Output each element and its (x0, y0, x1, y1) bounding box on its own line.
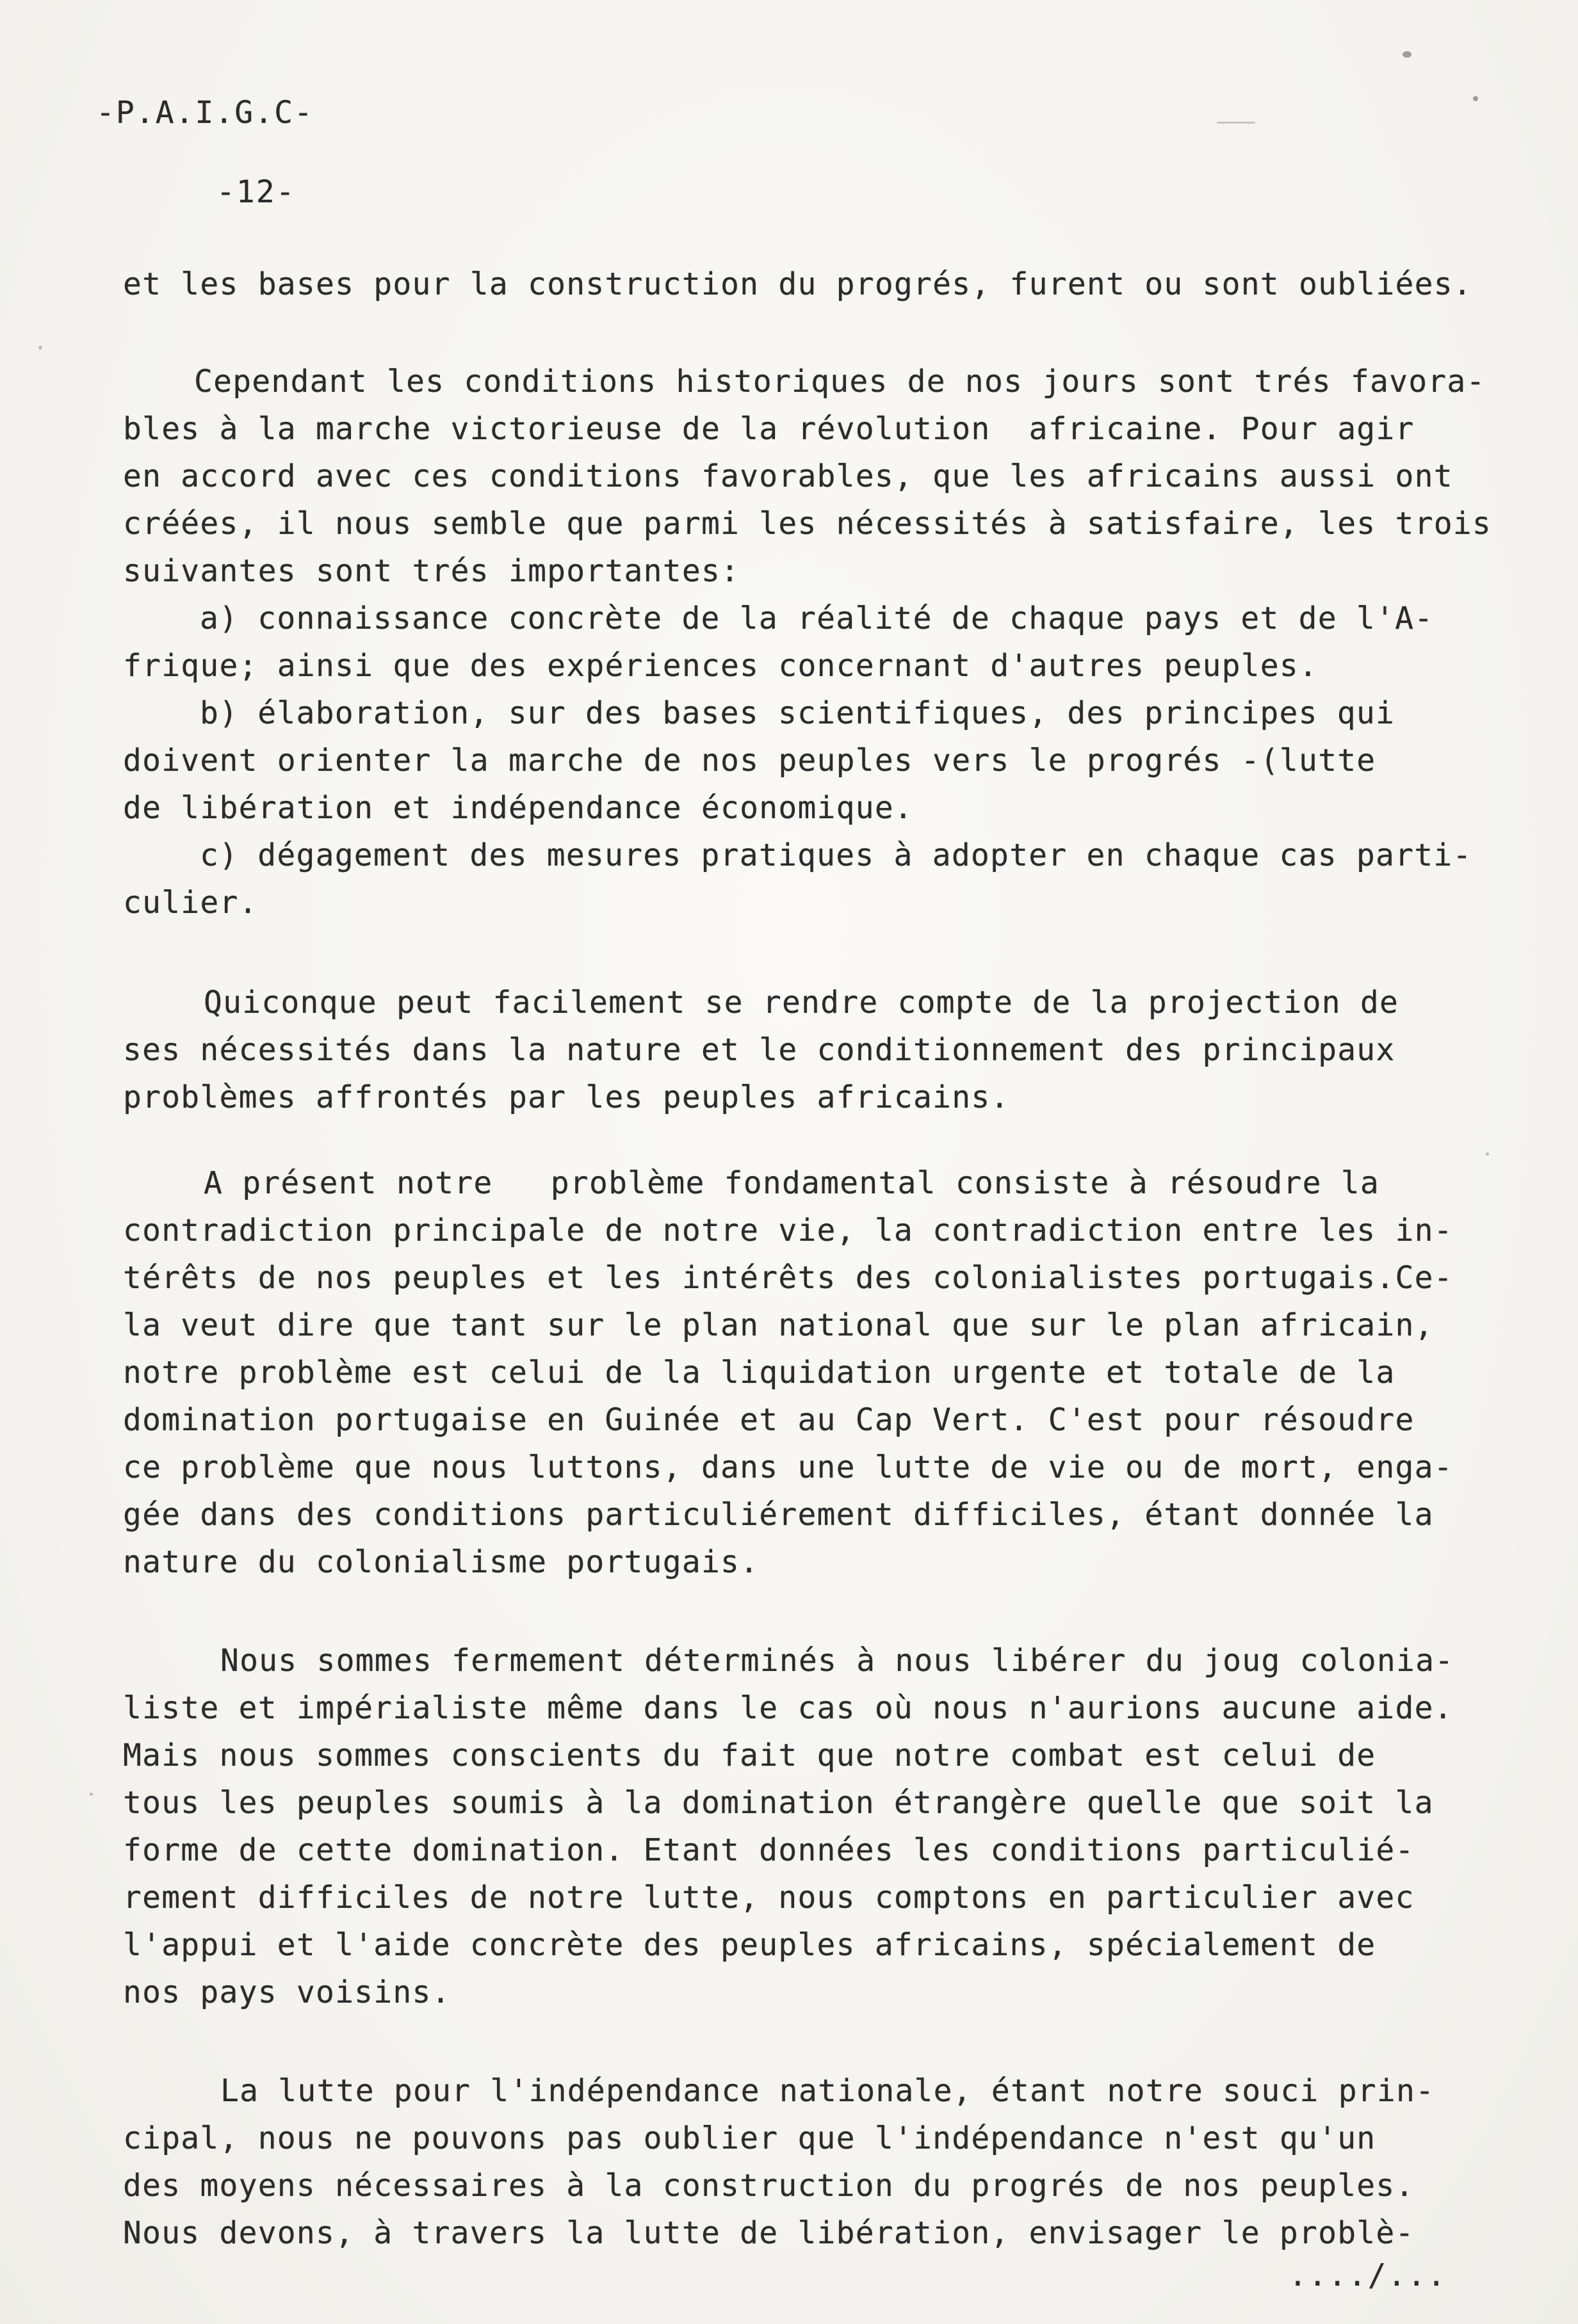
text-line: ce problème que nous luttons, dans une lutte de vie ou de mort, enga- (123, 1449, 1453, 1485)
text-line: liste et impérialiste même dans le cas où nous n'aurions aucune aide. (123, 1690, 1453, 1726)
text-line: bles à la marche victorieuse de la révolution africaine. Pour agir (123, 411, 1415, 447)
text-line: problèmes affrontés par les peuples africains. (123, 1079, 1010, 1115)
page-number: -12- (216, 174, 296, 210)
text-line: c) dégagement des mesures pratiques à adopter en chaque cas parti- (200, 837, 1472, 873)
text-line: de libération et indépendance économique. (123, 790, 914, 826)
text-line: suivantes sont trés importantes: (123, 553, 740, 589)
text-line: La lutte pour l'indépendance nationale, étant notre souci prin- (220, 2073, 1435, 2109)
text-line: a) connaissance concrète de la réalité de chaque pays et de l'A- (200, 601, 1434, 636)
text-line: Mais nous sommes conscients du fait que notre combat est celui de (123, 1738, 1376, 1773)
text-line: ses nécessités dans la nature et le conditionnement des principaux (123, 1032, 1395, 1068)
text-line: tous les peuples soumis à la domination étrangère quelle que soit la (123, 1785, 1434, 1821)
scan-speck (1217, 122, 1255, 124)
scan-speck (38, 346, 42, 350)
text-line: gée dans des conditions particuliérement difficiles, étant donnée la (123, 1497, 1434, 1533)
text-line: culier. (123, 885, 258, 921)
text-line: forme de cette domination. Etant données les conditions particulié- (123, 1832, 1415, 1868)
scan-speck (90, 1793, 93, 1796)
text-line: créées, il nous semble que parmi les nécessités à satisfaire, les trois (123, 506, 1492, 542)
scan-speck (1403, 51, 1411, 58)
text-line: A présent notre problème fondamental consiste à résoudre la (204, 1165, 1380, 1201)
organization-header: -P.A.I.G.C- (96, 95, 314, 131)
text-line: b) élaboration, sur des bases scientifiques, des principes qui (200, 695, 1395, 731)
text-line: des moyens nécessaires à la construction du progrés de nos peuples. (123, 2168, 1415, 2204)
text-line: térêts de nos peuples et les intérêts des colonialistes portugais.Ce- (123, 1260, 1453, 1296)
scan-speck (1486, 1152, 1489, 1156)
text-line: cipal, nous ne pouvons pas oublier que l'indépendance n'est qu'un (123, 2120, 1376, 2156)
text-line: l'appui et l'aide concrète des peuples africains, spécialement de (123, 1927, 1376, 1963)
text-line: nature du colonialisme portugais. (123, 1544, 760, 1580)
text-line: en accord avec ces conditions favorables, que les africains aussi ont (123, 458, 1453, 494)
text-line: Nous sommes fermement déterminés à nous libérer du joug colonia- (220, 1643, 1454, 1679)
text-line: Cependant les conditions historiques de nos jours sont trés favora- (194, 364, 1486, 399)
text-line: notre problème est celui de la liquidation urgente et totale de la (123, 1355, 1395, 1391)
continuation-marker: ..../... (1289, 2257, 1447, 2293)
text-line: la veut dire que tant sur le plan national que sur le plan africain, (123, 1307, 1434, 1343)
text-line: nos pays voisins. (123, 1974, 451, 2010)
text-line: doivent orienter la marche de nos peuples vers le progrés -(lutte (123, 743, 1376, 779)
text-line: Quiconque peut facilement se rendre compte de la projection de (204, 985, 1399, 1021)
text-line: frique; ainsi que des expériences concernant d'autres peuples. (123, 648, 1319, 684)
text-line: contradiction principale de notre vie, la contradiction entre les in- (123, 1213, 1453, 1248)
text-line: et les bases pour la construction du progrés, furent ou sont oubliées. (123, 266, 1472, 302)
text-line: domination portugaise en Guinée et au Cap Vert. C'est pour résoudre (123, 1402, 1415, 1438)
text-line: Nous devons, à travers la lutte de libération, envisager le problè- (123, 2215, 1415, 2251)
text-line: rement difficiles de notre lutte, nous comptons en particulier avec (123, 1880, 1415, 1916)
scan-speck (1473, 96, 1478, 101)
